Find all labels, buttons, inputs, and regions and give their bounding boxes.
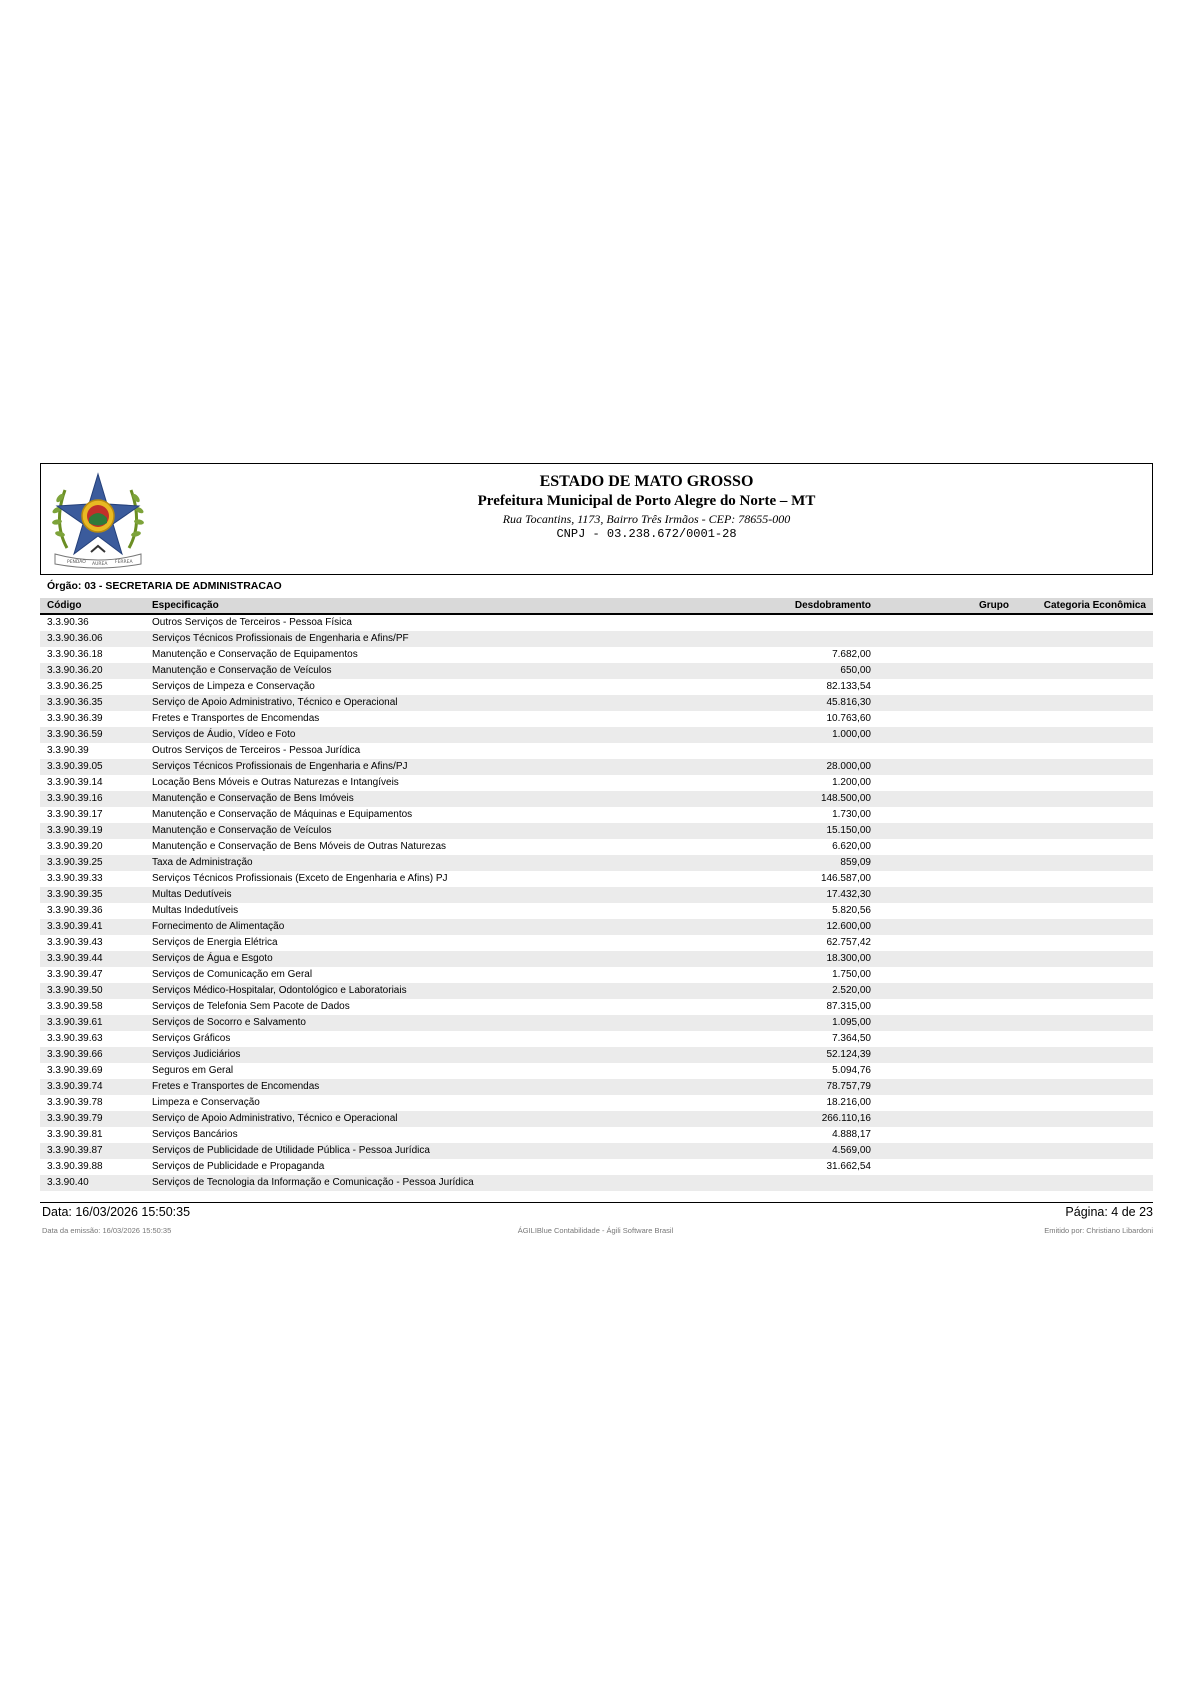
cell-codigo: 3.3.90.39.79 [47,1113,103,1124]
table-row [40,711,1153,727]
cell-desdobramento: 5.094,76 [832,1065,871,1076]
table-row [40,871,1153,887]
cell-codigo: 3.3.90.39.36 [47,905,103,916]
cell-codigo: 3.3.90.39.88 [47,1161,103,1172]
cell-desdobramento: 859,09 [840,857,871,868]
table-row [40,743,1153,759]
cell-especificacao: Serviços de Água e Esgoto [152,953,273,964]
table-row [40,999,1153,1015]
cell-especificacao: Serviços Técnicos Profissionais (Exceto de Engenharia e Afins) PJ [152,873,448,884]
cell-codigo: 3.3.90.39.19 [47,825,103,836]
table-row [40,967,1153,983]
cell-desdobramento: 12.600,00 [826,921,871,932]
cell-codigo: 3.3.90.36.59 [47,729,103,740]
cell-desdobramento: 5.820,56 [832,905,871,916]
report-header [40,463,1153,575]
col-especificacao: Especificação [152,600,219,611]
cell-codigo: 3.3.90.39.41 [47,921,103,932]
cell-desdobramento: 62.757,42 [826,937,871,948]
cell-especificacao: Serviços Judiciários [152,1049,241,1060]
cell-especificacao: Serviços de Publicidade e Propaganda [152,1161,325,1172]
cell-especificacao: Serviços de Áudio, Vídeo e Foto [152,729,296,740]
table-row [40,1047,1153,1063]
cell-desdobramento: 82.133,54 [826,681,871,692]
cell-especificacao: Taxa de Administração [152,857,253,868]
cell-especificacao: Manutenção e Conservação de Equipamentos [152,649,358,660]
cell-desdobramento: 17.432,30 [826,889,871,900]
cell-desdobramento: 18.300,00 [826,953,871,964]
cell-codigo: 3.3.90.39.50 [47,985,103,996]
table-row [40,695,1153,711]
prefeitura-title: Prefeitura Municipal de Porto Alegre do Norte – MT [477,493,816,509]
orgao-label: Órgão: 03 - SECRETARIA DE ADMINISTRACAO [47,580,282,592]
table-row [40,759,1153,775]
table-row [40,919,1153,935]
address-line: Rua Tocantins, 1173, Bairro Três Irmãos - CEP: 78655-000 [502,512,791,526]
footer-page-number: Página: 4 de 23 [1065,1205,1153,1219]
table-row [40,647,1153,663]
table-row [40,903,1153,919]
cell-codigo: 3.3.90.39.20 [47,841,103,852]
table-row [40,983,1153,999]
table-row [40,1127,1153,1143]
cell-especificacao: Manutenção e Conservação de Bens Imóveis [152,793,354,804]
cell-codigo: 3.3.90.36.06 [47,633,103,644]
budget-table [40,598,1153,1191]
cell-desdobramento: 7.682,00 [832,649,871,660]
cell-desdobramento: 52.124,39 [826,1049,871,1060]
cell-especificacao: Serviço de Apoio Administrativo, Técnico e Operacional [152,697,398,708]
table-row [40,1143,1153,1159]
table-row [40,935,1153,951]
table-row [40,1015,1153,1031]
cell-especificacao: Multas Indedutíveis [152,905,239,916]
cell-especificacao: Serviços de Limpeza e Conservação [152,681,315,692]
cell-codigo: 3.3.90.39.81 [47,1129,103,1140]
cell-codigo: 3.3.90.39.47 [47,969,103,980]
cell-desdobramento: 266.110,16 [821,1113,871,1124]
cell-desdobramento: 6.620,00 [832,841,871,852]
cell-desdobramento: 2.520,00 [832,985,871,996]
cell-codigo: 3.3.90.39.17 [47,809,103,820]
emitted-by: Emitido por: Christiano Libardoni [1044,1226,1153,1235]
cell-codigo: 3.3.90.39.43 [47,937,103,948]
cell-codigo: 3.3.90.39.16 [47,793,103,804]
table-row [40,1079,1153,1095]
cell-especificacao: Serviços de Tecnologia da Informação e Comunicação - Pessoa Jurídica [152,1177,474,1188]
col-codigo: Código [47,600,82,611]
cell-especificacao: Limpeza e Conservação [152,1097,260,1108]
cell-desdobramento: 15.150,00 [826,825,871,836]
cell-codigo: 3.3.90.39.25 [47,857,103,868]
cell-especificacao: Manutenção e Conservação de Máquinas e Equipamentos [152,809,413,820]
cell-especificacao: Manutenção e Conservação de Veículos [152,665,332,676]
svg-text:FERREA: FERREA [115,560,133,565]
cell-desdobramento: 87.315,00 [826,1001,871,1012]
cell-codigo: 3.3.90.39.35 [47,889,103,900]
table-row [40,1095,1153,1111]
table-row [40,775,1153,791]
cell-especificacao: Multas Dedutíveis [152,889,232,900]
cell-codigo: 3.3.90.39.87 [47,1145,103,1156]
footer-date: Data: 16/03/2026 15:50:35 [42,1205,191,1219]
cell-desdobramento: 1.730,00 [832,809,871,820]
cell-codigo: 3.3.90.36.35 [47,697,103,708]
col-categoria: Categoria Econômica [1043,600,1146,611]
table-row [40,679,1153,695]
cell-codigo: 3.3.90.39.66 [47,1049,103,1060]
cell-especificacao: Serviços Médico-Hospitalar, Odontológico e Laboratoriais [152,985,407,996]
cell-codigo: 3.3.90.36.39 [47,713,103,724]
cell-codigo: 3.3.90.39.78 [47,1097,103,1108]
table-header [40,598,1153,615]
cell-especificacao: Serviços de Telefonia Sem Pacote de Dados [152,1001,350,1012]
table-row [40,1111,1153,1127]
table-row [40,839,1153,855]
cell-especificacao: Serviços Técnicos Profissionais de Engenharia e Afins/PJ [152,761,408,772]
cell-codigo: 3.3.90.39.58 [47,1001,103,1012]
emission-date: Data da emissão: 16/03/2026 15:50:35 [42,1226,172,1235]
cell-especificacao: Fretes e Transportes de Encomendas [152,1081,320,1092]
svg-text:AUREA: AUREA [92,562,108,567]
cell-especificacao: Serviços Gráficos [152,1033,231,1044]
table-row [40,615,1153,631]
table-row [40,1175,1153,1191]
cell-codigo: 3.3.90.39.33 [47,873,103,884]
cell-codigo: 3.3.90.39.74 [47,1081,103,1092]
cell-codigo: 3.3.90.39.69 [47,1065,103,1076]
cell-codigo: 3.3.90.39.05 [47,761,103,772]
cell-especificacao: Outros Serviços de Terceiros - Pessoa Jurídica [152,745,361,756]
cell-especificacao: Fornecimento de Alimentação [152,921,285,932]
table-row [40,1159,1153,1175]
cell-desdobramento: 18.216,00 [826,1097,871,1108]
svg-text:PENDÃO: PENDÃO [67,560,86,565]
col-desdobramento: Desdobramento [794,600,871,611]
cell-especificacao: Seguros em Geral [152,1065,234,1076]
cell-desdobramento: 4.569,00 [832,1145,871,1156]
cell-codigo: 3.3.90.39.63 [47,1033,103,1044]
cell-especificacao: Serviços Bancários [152,1129,238,1140]
table-row [40,631,1153,647]
cell-desdobramento: 45.816,30 [826,697,871,708]
cell-desdobramento: 1.095,00 [832,1017,871,1028]
cell-desdobramento: 146.587,00 [820,873,871,884]
cell-desdobramento: 10.763,60 [826,713,871,724]
cell-codigo: 3.3.90.39.14 [47,777,103,788]
table-row [40,727,1153,743]
cell-especificacao: Fretes e Transportes de Encomendas [152,713,320,724]
cell-desdobramento: 78.757,79 [826,1081,871,1092]
table-body [40,615,1153,1191]
cell-desdobramento: 1.000,00 [832,729,871,740]
table-row [40,951,1153,967]
cell-codigo: 3.3.90.36 [47,617,89,628]
cell-codigo: 3.3.90.36.20 [47,665,103,676]
cell-codigo: 3.3.90.40 [47,1177,89,1188]
cell-especificacao: Manutenção e Conservação de Veículos [152,825,332,836]
table-row [40,807,1153,823]
footer-divider [40,1202,1153,1203]
cell-especificacao: Serviço de Apoio Administrativo, Técnico e Operacional [152,1113,398,1124]
table-row [40,1063,1153,1079]
cell-codigo: 3.3.90.36.18 [47,649,103,660]
cell-especificacao: Serviços de Comunicação em Geral [152,969,313,980]
cell-codigo: 3.3.90.39.44 [47,953,103,964]
cell-codigo: 3.3.90.39.61 [47,1017,103,1028]
cell-desdobramento: 1.200,00 [832,777,871,788]
table-row [40,663,1153,679]
col-grupo: Grupo [979,600,1009,611]
cell-especificacao: Serviços de Energia Elétrica [152,937,278,948]
cell-especificacao: Manutenção e Conservação de Bens Móveis de Outras Naturezas [152,841,447,852]
cell-especificacao: Locação Bens Móveis e Outras Naturezas e Intangíveis [152,777,399,788]
cell-codigo: 3.3.90.39 [47,745,89,756]
cell-especificacao: Serviços Técnicos Profissionais de Engenharia e Afins/PF [152,633,409,644]
cell-codigo: 3.3.90.36.25 [47,681,103,692]
table-row [40,887,1153,903]
cell-desdobramento: 31.662,54 [826,1161,871,1172]
cell-desdobramento: 28.000,00 [826,761,871,772]
cell-especificacao: Serviços de Publicidade de Utilidade Pública - Pessoa Jurídica [152,1145,430,1156]
cell-desdobramento: 148.500,00 [820,793,871,804]
table-row [40,823,1153,839]
cell-desdobramento: 4.888,17 [832,1129,871,1140]
cell-especificacao: Serviços de Socorro e Salvamento [152,1017,306,1028]
table-row [40,791,1153,807]
cell-especificacao: Outros Serviços de Terceiros - Pessoa Física [152,617,352,628]
state-title: ESTADO DE MATO GROSSO [539,473,754,490]
cell-desdobramento: 1.750,00 [832,969,871,980]
table-row [40,1031,1153,1047]
cell-desdobramento: 7.364,50 [832,1033,871,1044]
cnpj-line: CNPJ - 03.238.672/0001-28 [556,527,737,541]
cell-desdobramento: 650,00 [840,665,871,676]
table-row [40,855,1153,871]
software-credit: ÁGILIBlue Contabilidade - Ágili Software Brasil [517,1226,674,1235]
